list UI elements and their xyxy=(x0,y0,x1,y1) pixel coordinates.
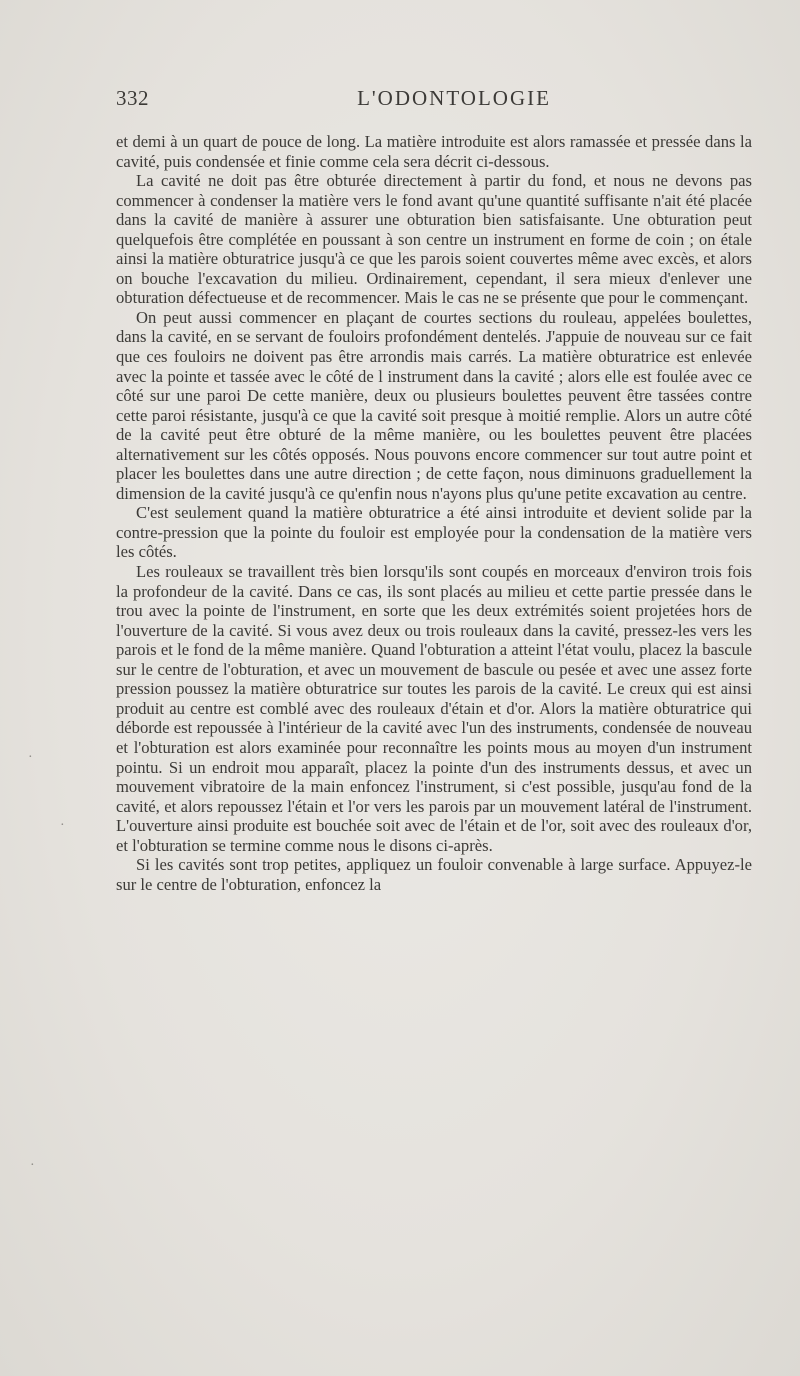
paragraph-1: et demi à un quart de pouce de long. La matière introduite est alors ramassée et pressée dans la cavité, puis condensée et finie comme cela sera décrit ci-dessous. xyxy=(116,132,752,171)
margin-speck: · xyxy=(30,1158,35,1173)
paragraph-3: On peut aussi commencer en plaçant de courtes sections du rouleau, appelées boulettes, dans la cavité, en se servant de fouloirs profondément dentelés. J'appuie de nouveau sur ce fait que ces fouloirs ne doivent pas être arrondis mais carrés. La matière obturatrice est enlevée avec la pointe et tassée avec le côté de l instrument dans la cavité ; alors elle est foulée avec ce côté sur une paroi De cette manière, deux ou plusieurs boulettes peuvent être tassées contre cette paroi résistante, jusqu'à ce que la cavité soit presque à moitié remplie. Alors un autre côté de la cavité peut être obturé de la même manière, ou les boulettes peuvent être placées alternativement sur les côtés opposés. Nous pouvons encore commencer sur tout autre point et placer les boulettes dans une autre direction ; de cette façon, nous diminuons graduellement la dimension de la cavité jusqu'à ce qu'enfin nous n'ayons plus qu'une petite excavation au centre. xyxy=(116,307,752,503)
paragraph-5: Les rouleaux se travaillent très bien lorsqu'ils sont coupés en morceaux d'environ trois fois la profondeur de la cavité. Dans ce cas, ils sont placés au milieu et cette partie pressée dans le trou avec la pointe de l'instrument, en sorte que les deux extrémités soient projetées hors de l'ouverture de la cavité. Si vous avez deux ou trois rouleaux dans la cavité, pressez-les vers les parois et le fond de la même manière. Quand l'obturation a atteint l'état voulu, placez la bascule sur le centre de l'obturation, et avec un mouvement de bascule ou pesée et avec une assez forte pression poussez la matière obturatrice sur toutes les parois de la cavité. Le creux qui est ainsi produit au centre est comblé avec des rouleaux d'étain et d'or. Alors la matière obturatrice qui déborde est repoussée à l'intérieur de la cavité avec l'un des instruments, condensée de nouveau et l'obturation est alors examinée pour reconnaître les points mous au moyen d'un instrument pointu. Si un endroit mou apparaît, placez la pointe d'un des instruments dessus, et avec un mouvement vibratoire de la main enfoncez l'instrument, si c'est possible, jusqu'au fond de la cavité, et alors repoussez l'étain et l'or vers les parois par un mouvement latéral de l'instrument. L'ouverture ainsi produite est bouchée soit avec de l'étain et de l'or, soit avec des rouleaux d'or, et l'obturation se termine comme nous le disons ci-après. xyxy=(116,562,752,855)
page-header xyxy=(116,86,752,116)
margin-speck: · xyxy=(28,750,33,765)
body-text xyxy=(116,132,752,894)
page-number: 332 xyxy=(116,86,149,110)
paragraph-2: La cavité ne doit pas être obturée directement à partir du fond, et nous ne devons pas commencer à condenser la matière vers le fond avant qu'une quantité suffisante n'ait été placée dans la cavité de manière à assurer une obturation bien satisfaisante. Une obturation peut quelquefois être complétée en poussant à son centre un instrument en forme de coin ; on étale ainsi la matière obturatrice jusqu'à ce que les parois soient couvertes même avec excès, et alors on bouche l'excavation du milieu. Ordinairement, cependant, il sera mieux d'enlever une obturation défectueuse et de recommencer. Mais le cas ne se présente que pour le commençant. xyxy=(116,171,752,308)
margin-speck: · xyxy=(60,818,65,833)
paragraph-4: C'est seulement quand la matière obturatrice a été ainsi introduite et devient solide par la contre-pression que la pointe du fouloir est employée pour la condensation de la matière vers les côtés. xyxy=(116,503,752,562)
running-title: L'ODONTOLOGIE xyxy=(357,86,551,110)
paragraph-6: Si les cavités sont trop petites, appliquez un fouloir convenable à large surface. Appuyez-le sur le centre de l'obturation, enfoncez la xyxy=(116,855,752,894)
